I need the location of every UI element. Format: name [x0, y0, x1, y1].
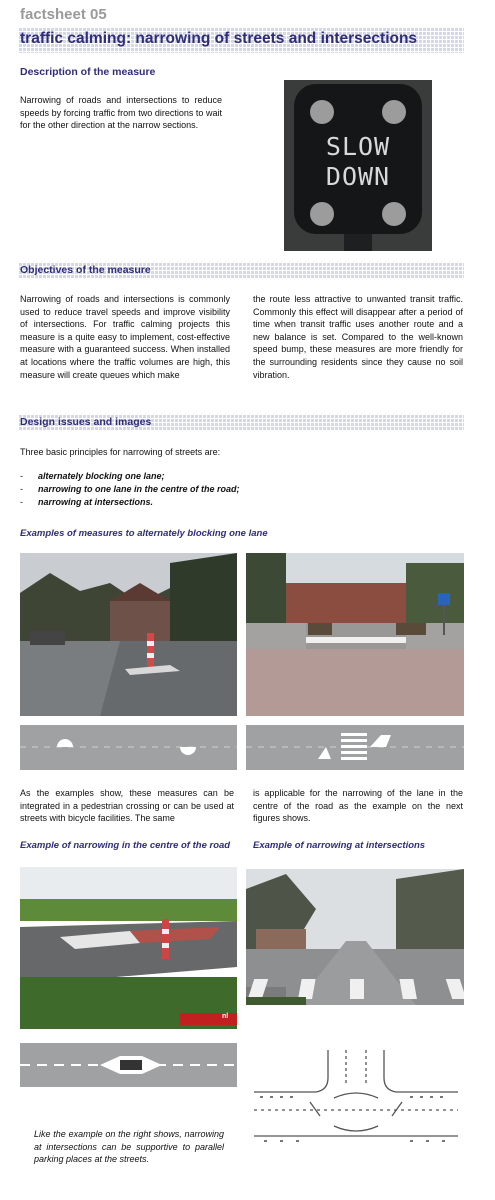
page-title: traffic calming: narrowing of streets and intersections	[20, 30, 418, 47]
crossing-para-col1: As the examples show, these measures can be integrated in a pedestrian crossing or can be used at streets with bicycle facilities. The same	[20, 788, 234, 824]
slow-down-sign-photo	[284, 80, 432, 251]
principle-item	[20, 470, 320, 483]
design-intro: Three basic principles for narrowing of streets are:	[20, 447, 221, 457]
principle-item	[20, 483, 320, 496]
principle-item	[20, 496, 320, 509]
intersection-plan-drawing	[250, 1050, 462, 1170]
closing-text: Like the example on the right shows, narrowing at intersections can be supportive to parallel parking places at the streets.	[34, 1129, 224, 1165]
road-diagram-alternating-1	[20, 725, 237, 770]
centre-heading: Example of narrowing in the centre of the road	[20, 840, 231, 851]
centre-island-photo	[20, 867, 237, 1029]
principle-text: alternately blocking one lane;	[38, 471, 165, 481]
photo-watermark: nl	[222, 1013, 229, 1020]
intersection-heading: Example of narrowing at intersections	[253, 840, 426, 851]
intersection-photo	[246, 869, 464, 1005]
principle-text: narrowing to one lane in the centre of the road;	[38, 484, 240, 494]
crossing-para-col2: is applicable for the narrowing of the lane in the centre of the road as the example on the next figures shows.	[253, 788, 463, 824]
sign-text-slow: SLOW	[325, 132, 391, 161]
pedestrian-crossing-photo	[246, 553, 464, 716]
list-dash: -	[20, 484, 23, 494]
objectives-col2: the route less attractive to unwanted transit traffic. Commonly this effect will disappear after a period of time when transit traffic uses another route and a new balance is set. Compared to the well-known speed bump, these measures are more friendly for the surrounding residents since they cause no soil vibration.	[253, 294, 463, 380]
objectives-heading: Objectives of the measure	[20, 264, 151, 276]
sign-text-down: DOWN	[325, 162, 391, 191]
road-diagram-crossing	[246, 725, 464, 770]
street-bollard-photo	[20, 553, 237, 716]
objectives-col1: Narrowing of roads and intersections is commonly used to reduce travel speeds and improve visibility of intersections. For traffic calming projects this measure is a quite easy to implement, cost-effective measure with a guaranteed success. When installed at locations where the traffic volumes are high, this measure will create queues which make	[20, 294, 230, 380]
description-heading: Description of the measure	[20, 66, 156, 78]
principles-list	[20, 470, 320, 509]
description-text: Narrowing of roads and intersections to reduce speeds by forcing traffic from two directions to wait for the other direction at the narrow sections.	[20, 95, 222, 131]
factsheet-label: factsheet 05	[20, 6, 107, 23]
examples-heading: Examples of measures to alternately blocking one lane	[20, 528, 268, 539]
principle-text: narrowing at intersections.	[38, 497, 154, 507]
design-heading: Design issues and images	[20, 416, 152, 428]
list-dash: -	[20, 471, 23, 481]
road-diagram-centre-island	[20, 1043, 237, 1087]
list-dash: -	[20, 497, 23, 507]
